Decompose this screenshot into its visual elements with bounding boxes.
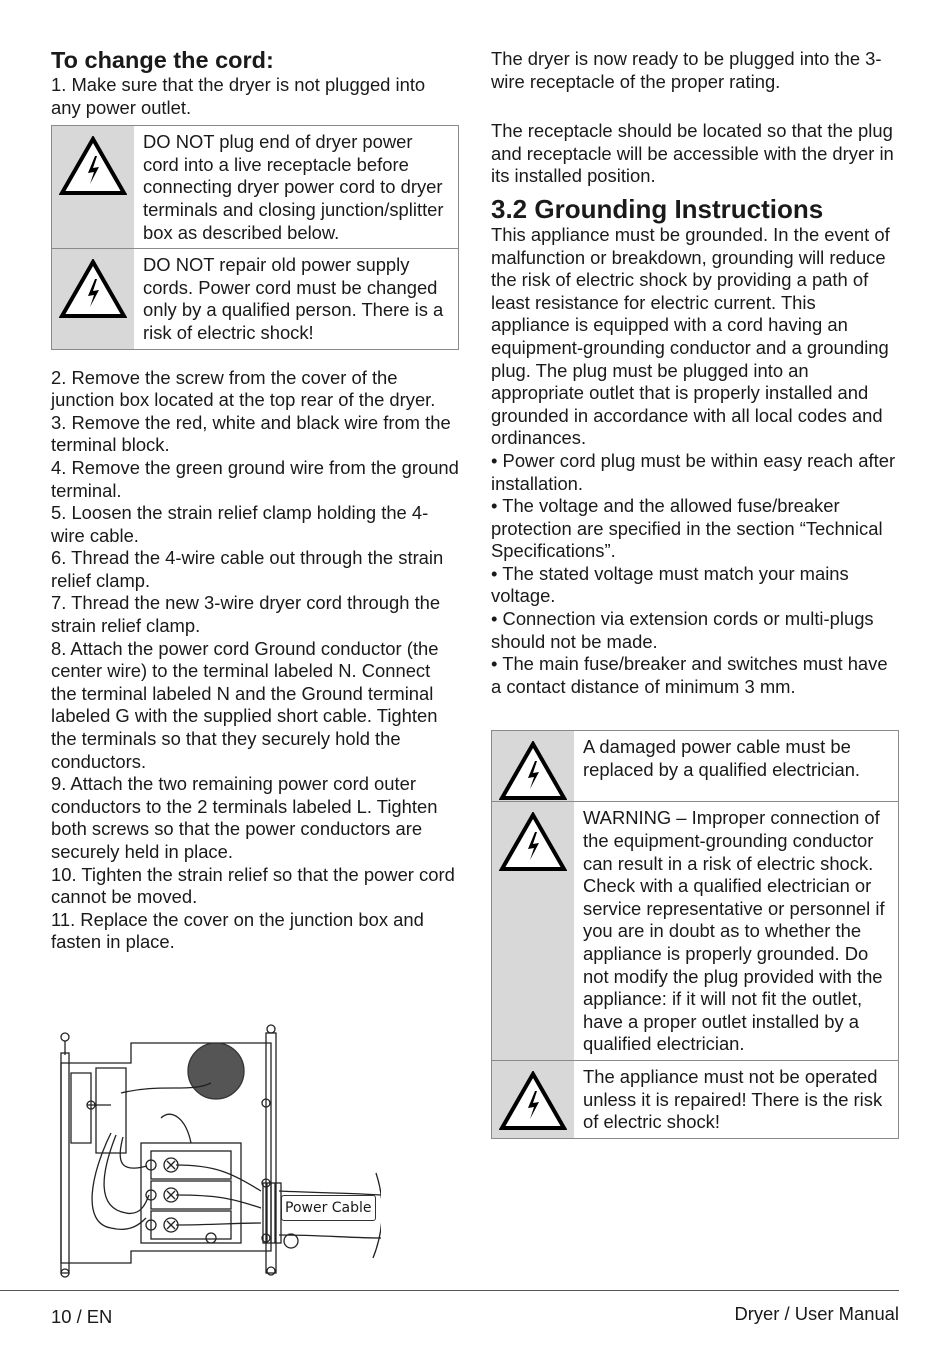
receptacle-paragraph: The receptacle should be located so that the plug and receptacle will be accessible with the dryer in its installed position. bbox=[491, 120, 894, 187]
warning-row bbox=[492, 731, 898, 801]
bullet-item: • The voltage and the allowed fuse/breaker protection are specified in the section “Technical Specifications”. bbox=[491, 495, 883, 562]
warning-row bbox=[52, 248, 458, 348]
step: 2. Remove the screw from the cover of the junction box located at the top rear of the dryer. bbox=[51, 366, 436, 411]
warning-text: DO NOT repair old power supply cords. Power cord must be changed only by a qualified person. There is a risk of electric shock! bbox=[143, 254, 444, 343]
warning-row bbox=[492, 1060, 898, 1138]
steps-list bbox=[51, 367, 459, 954]
ready-paragraph: The dryer is now ready to be plugged into the 3-wire receptacle of the proper rating. bbox=[491, 48, 882, 92]
power-cable-label: Power Cable bbox=[281, 1195, 376, 1221]
section-heading-grounding: 3.2 Grounding Instructions bbox=[491, 193, 824, 224]
warning-text: DO NOT plug end of dryer power cord into a live receptacle before connecting dryer power cord to dryer terminals and closing junction/splitter box as described below. bbox=[143, 131, 444, 243]
step: 7. Thread the new 3-wire dryer cord through the strain relief clamp. bbox=[51, 592, 441, 637]
step: 6. Thread the 4-wire cable out through the strain relief clamp. bbox=[51, 547, 444, 591]
warning-text: The appliance must not be operated unless it is repaired! There is the risk of electric shock! bbox=[583, 1065, 883, 1133]
electric-shock-warning-icon bbox=[499, 741, 567, 801]
bullet-item: • The stated voltage must match your mains voltage. bbox=[491, 562, 849, 607]
step: 4. Remove the green ground wire from the ground terminal. bbox=[51, 456, 459, 501]
step: 8. Attach the power cord Ground conductor (the center wire) to the terminal labeled N. Connect the terminal labeled N and the Ground terminal labeled G with the supplied short cable. Tighten the terminals so that they securely hold the conductors. bbox=[51, 637, 439, 772]
warning-row bbox=[52, 126, 458, 248]
warning-row bbox=[492, 801, 898, 1060]
section-heading-change-cord: To change the cord: bbox=[51, 47, 274, 73]
step: 5. Loosen the strain relief clamp holding the 4-wire cable. bbox=[51, 502, 429, 546]
electric-shock-warning-icon bbox=[59, 259, 127, 319]
bullet-item: • Power cord plug must be within easy reach after installation. bbox=[491, 449, 896, 494]
step: 9. Attach the two remaining power cord outer conductors to the 2 terminals labeled L. Tighten both screws so that the power conductors are securely held in place. bbox=[51, 773, 438, 862]
warning-text: A damaged power cable must be replaced by a qualified electrician. bbox=[583, 736, 861, 781]
warning-text: WARNING – Improper connection of the equipment-grounding conductor can result in a risk of electric shock. Check with a qualified electrician or service representative or personnel if you are in doubt as to whether the appliance is properly grounded. Do not modify the plug provided with the appliance: if it will not fit the outlet, have a proper outlet installed by a qualified electrician. bbox=[583, 807, 885, 1055]
step: 10. Tighten the strain relief so that the power cord cannot be moved. bbox=[51, 863, 455, 908]
step-1: 1. Make sure that the dryer is not plugged into any power outlet. bbox=[51, 74, 426, 118]
footer-divider bbox=[0, 1290, 899, 1291]
electric-shock-warning-icon bbox=[59, 136, 127, 196]
junction-box-wiring-diagram bbox=[51, 1023, 381, 1280]
step: 11. Replace the cover on the junction box and fasten in place. bbox=[51, 908, 424, 953]
right-column bbox=[491, 48, 899, 1139]
electric-shock-warning-icon bbox=[499, 812, 567, 872]
page-number: 10 / EN bbox=[51, 1306, 113, 1327]
step: 3. Remove the red, white and black wire from the terminal block. bbox=[51, 411, 451, 456]
bullet-item: • Connection via extension cords or multi-plugs should not be made. bbox=[491, 608, 874, 652]
electric-shock-warning-icon bbox=[499, 1071, 567, 1131]
warning-table-left bbox=[51, 125, 459, 349]
left-column bbox=[51, 46, 459, 954]
document-title: Dryer / User Manual bbox=[734, 1303, 899, 1324]
warning-table-right bbox=[491, 730, 899, 1138]
grounding-body: This appliance must be grounded. In the event of malfunction or breakdown, grounding will reduce the risk of electric shock by providing a path of least resistance for electric current. This appliance is equipped with a cord having an equipment-grounding conductor and a grounding plug. The plug must be plugged into an appropriate outlet that is properly installed and grounded in accordance with all local codes and ordinances. bbox=[491, 223, 890, 449]
bullet-item: • The main fuse/breaker and switches must have a contact distance of minimum 3 mm. bbox=[491, 653, 888, 697]
